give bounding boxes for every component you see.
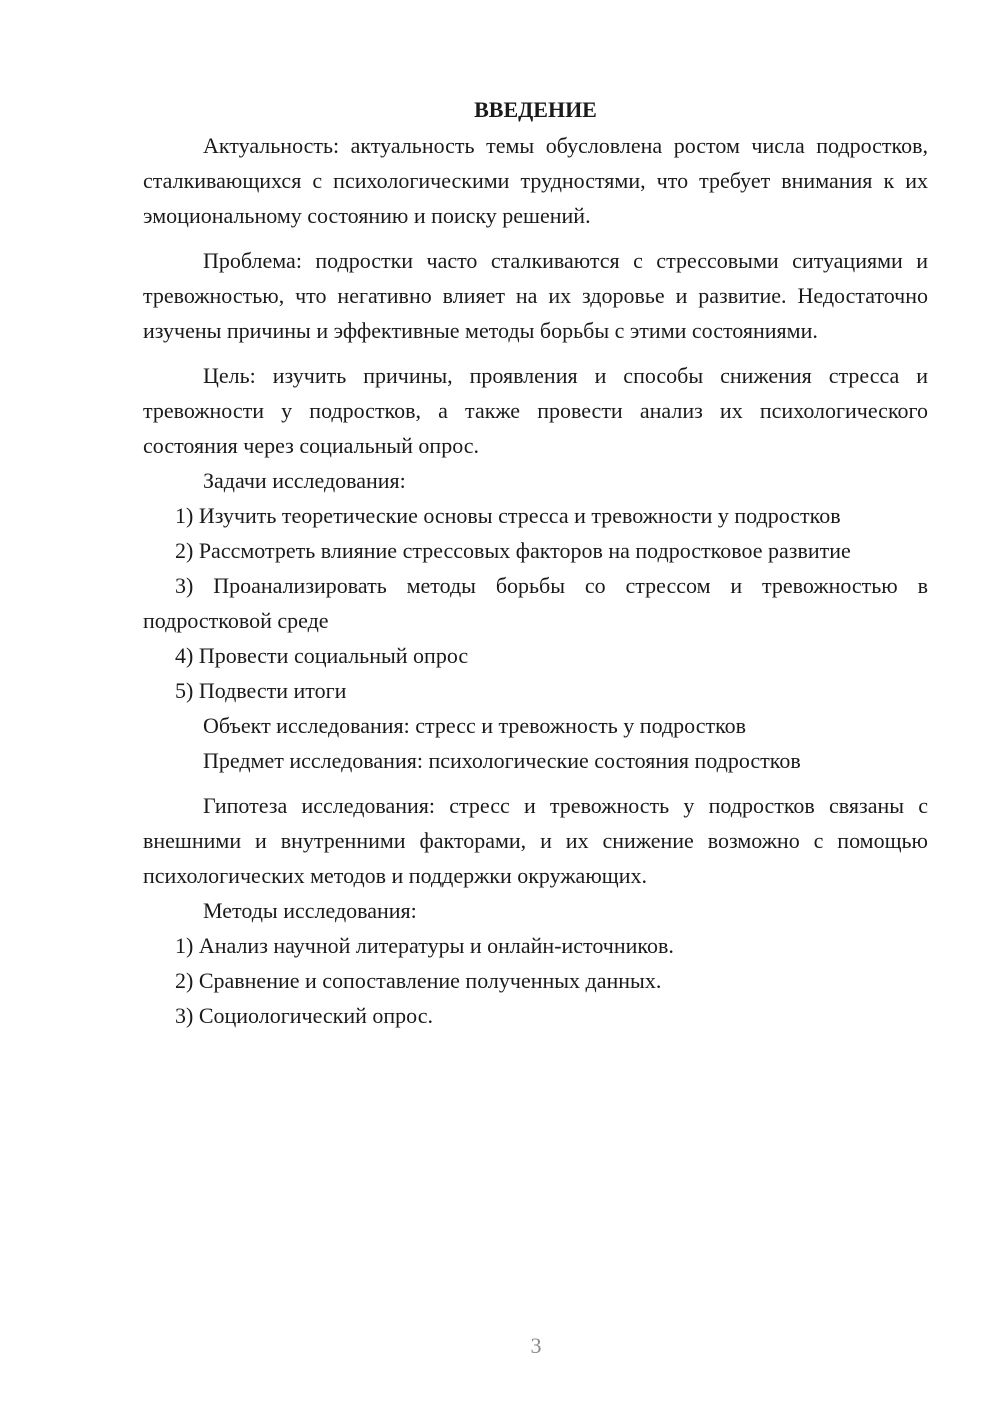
method-item-2: 2) Сравнение и сопоставление полученных данных. — [175, 968, 662, 993]
research-object: Объект исследования: стресс и тревожность у подростков — [203, 713, 747, 738]
relevance-paragraph: Актуальность: актуальность темы обусловлена ростом числа подростков, сталкивающихся с психологическими трудностями, что требует внимания к их эмоциональному состоянию и поиску решений. — [143, 133, 928, 228]
research-subject: Предмет исследования: психологические состояния подростков — [203, 748, 801, 773]
methods-heading: Методы исследования: — [203, 898, 417, 923]
task-item-5: 5) Подвести итоги — [175, 678, 347, 703]
section-title: ВВЕДЕНИЕ — [474, 97, 597, 122]
task-item-1: 1) Изучить теоретические основы стресса и тревожности у подростков — [175, 503, 841, 528]
task-item-3: 3) Проанализировать методы борьбы со стрессом и тревожностью в подростковой среде — [143, 573, 928, 633]
page-number: 3 — [530, 1333, 542, 1358]
task-item-4: 4) Провести социальный опрос — [175, 643, 469, 668]
goal-paragraph: Цель: изучить причины, проявления и способы снижения стресса и тревожности у подростков, а также провести анализ их психологического состояния через социальный опрос. — [143, 363, 928, 458]
hypothesis-paragraph: Гипотеза исследования: стресс и тревожность у подростков связаны с внешними и внутренними факторами, и их снижение возможно с помощью психологических методов и поддержки окружающих. — [143, 793, 928, 888]
task-item-2: 2) Рассмотреть влияние стрессовых факторов на подростковое развитие — [175, 538, 851, 563]
document-body — [143, 92, 928, 1033]
method-item-3: 3) Социологический опрос. — [175, 1003, 433, 1028]
tasks-heading: Задачи исследования: — [203, 468, 406, 493]
problem-paragraph: Проблема: подростки часто сталкиваются с стрессовыми ситуациями и тревожностью, что негативно влияет на их здоровье и развитие. Недостаточно изучены причины и эффективные методы борьбы с этими состояниями. — [143, 248, 928, 343]
method-item-1: 1) Анализ научной литературы и онлайн-источников. — [175, 933, 674, 958]
